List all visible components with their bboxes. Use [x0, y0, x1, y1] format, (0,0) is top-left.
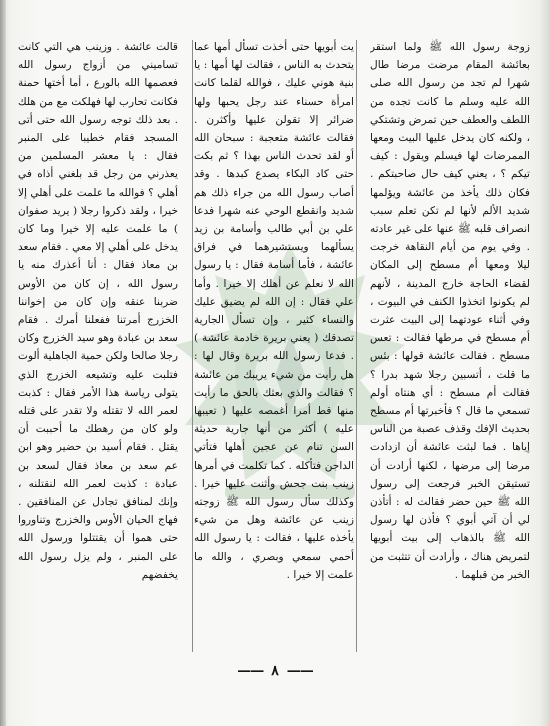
column-middle-text: يت أبويها حتى أخذت تسأل أمها عما يتحدث به الناس ، فقالت لها أمها : يا بنية هوني عليك ، فوالله لقلما كانت امرأة حسناء عند رجل يحبها ولها ضرائر إلا تقولن عليها وأكثرن . فقالت عائشة متعجبة : سبحان الله أو لقد تحدث الناس بهذا ؟ ثم بكت حتى كاد البكاء يصدع كبدها . وقد أصاب رسول الله من جراء ذلك هم شديد وانقطع الوحي عنه شهرا فدعا علي بن أبي طالب وأسامة بن زيد يسألهما ويستشيرهما في فراق عائشة ، فأما أسامة فقال : يا رسول الله لا نعلم عن أهلك إلا خيرا . وأما علي فقال : إن الله لم يضيق عليك والنساء كثير ، وإن تسأل الجارية تصدقك ( يعني بريرة خادمة عائشة ) . فدعا رسول الله بريرة وقال لها : هل رأيت من شيء يريبك من عائشة ؟ فقالت والذي بعثك بالحق ما رأيت منها قط أمرا أغمصه عليها ( تعيبها عليه ) أكثر من أنها جارية حديثة السن تنام عن عجين أهلها فتأتي الداجن فتأكله . كما تكلمت في أمرها زينب بنت جحش وأثنت عليها خيرا . وكذلك سأل رسول الله ﷺ زوجته زينب عن عائشة وهل من شيء يأخذه عليها ، فقالت : يا رسول الله أحمي سمعي وبصري ، والله ما علمت إلا خيرا . — [194, 41, 354, 581]
column-left-text: قالت عائشة . وزينب هي التي كانت تساميني من أزواج رسول الله فعصمها الله بالورع ، أما أختها حمنة فكانت تحارب لها فهلكت مع من هلك . بعد ذلك توجه رسول الله حتى أتى المسجد فقام خطيبا على المنبر فقال : يا معشر المسلمين من يعذرني من رجل قد بلغني أذاه في أهلي ؟ فوالله ما علمت على أهلي إلا خيرا ، ولقد ذكروا رجلا ( يريد صفوان ) ما علمت عليه إلا خيرا وما كان يدخل على أهلي إلا معي . فقام سعد بن معاذ فقال : أنا أعذرك منه يا رسول الله ، إن كان من الأوس ضربنا عنقه وإن كان من إخواننا الخزرج أمرتنا ففعلنا أمرك . فقام سعد بن عبادة وهو سيد الخزرج وكان رجلا صالحا ولكن حمية الجاهلية ألوت فتلبت عليه وتشيعه الخزرج الذي يتولى رياسة هذا الأمر فقال : كذبت لعمر الله لا تقتله ولا تقدر على قتله ولو كان من رهطك ما أحببت أن يقتل . فقام أسيد بن حضير وهو ابن عم سعد بن معاذ فقال لسعد بن عبادة : كذبت لعمر الله لنقتلنه ، وإنك لمنافق تجادل عن المنافقين . فهاج الحيان الأوس والخزرج وتناوروا حتى هموا أن يقتتلوا ورسول الله على المنبر ، ولم يزل رسول الله يخفضهم — [18, 41, 178, 581]
column-divider-left — [192, 40, 193, 652]
text-column-middle — [194, 38, 354, 656]
text-columns — [18, 38, 530, 656]
footer-dash-right: —— — [286, 663, 313, 679]
page-number: ٨ — [271, 663, 279, 679]
text-column-left — [18, 38, 178, 656]
footer-dash-left: —— — [237, 663, 264, 679]
page-footer — [0, 659, 550, 683]
column-right-text: زوجة رسول الله ﷺ ولما استقر بعائشة المقام مرضت مرضا طال شهرا لم تجد من رسول الله صلى الله عليه وسلم ما كانت تجده من اللطف والعطف حين تمرض وتشتكي ، ولكنه كان يدخل عليها البيت ومعها الممرضات لها فيسلم ويقول : كيف تيكم ؟ ، يعني كيف حال صاحبتكم . فكان ذلك يأخذ من عائشة ويؤلمها شديد الألم لأنها لم تكن تعلم سبب انصراف قلبه ﷺ عنها على غير عادته . وفي يوم من أيام النقاهة خرجت ليلا ومعها أم مسطح إلى المكان لقضاء الحاجة خارج المدينة ، لأنهم لم يكونوا اتخذوا الكنف في البيوت ، وفي أثناء عودتهما إلى البيت عثرت أم مسطح في مرطها فقالت : تعس مسطح . فقالت عائشة قولها : بئس ما قلت ، أتسبين رجلا شهد بدرا ؟ فقالت أم مسطح : أي هنتاه أولم تسمعي ما قال ؟ فأخبرتها أم مسطح بحديث الإفك وقذف عصبة من الناس إياها . فما لبثت عائشة أن ازدادت مرضا إلى مرضها ، لكنها أرادت أن تستيقن الخبر فرجعت إلى رسول الله ﷺ حين حضر فقالت له : أتأذن لي أن آتي أبوي ؟ فأذن لها رسول الله ﷺ بالذهاب إلى بيت أبويها لتمريض هناك ، وأرادت أن تتثبت من الخبر من قبلهما . — [370, 41, 530, 581]
column-divider-right — [356, 40, 357, 652]
scan-shadow-edge — [0, 0, 6, 726]
text-column-right — [370, 38, 530, 656]
